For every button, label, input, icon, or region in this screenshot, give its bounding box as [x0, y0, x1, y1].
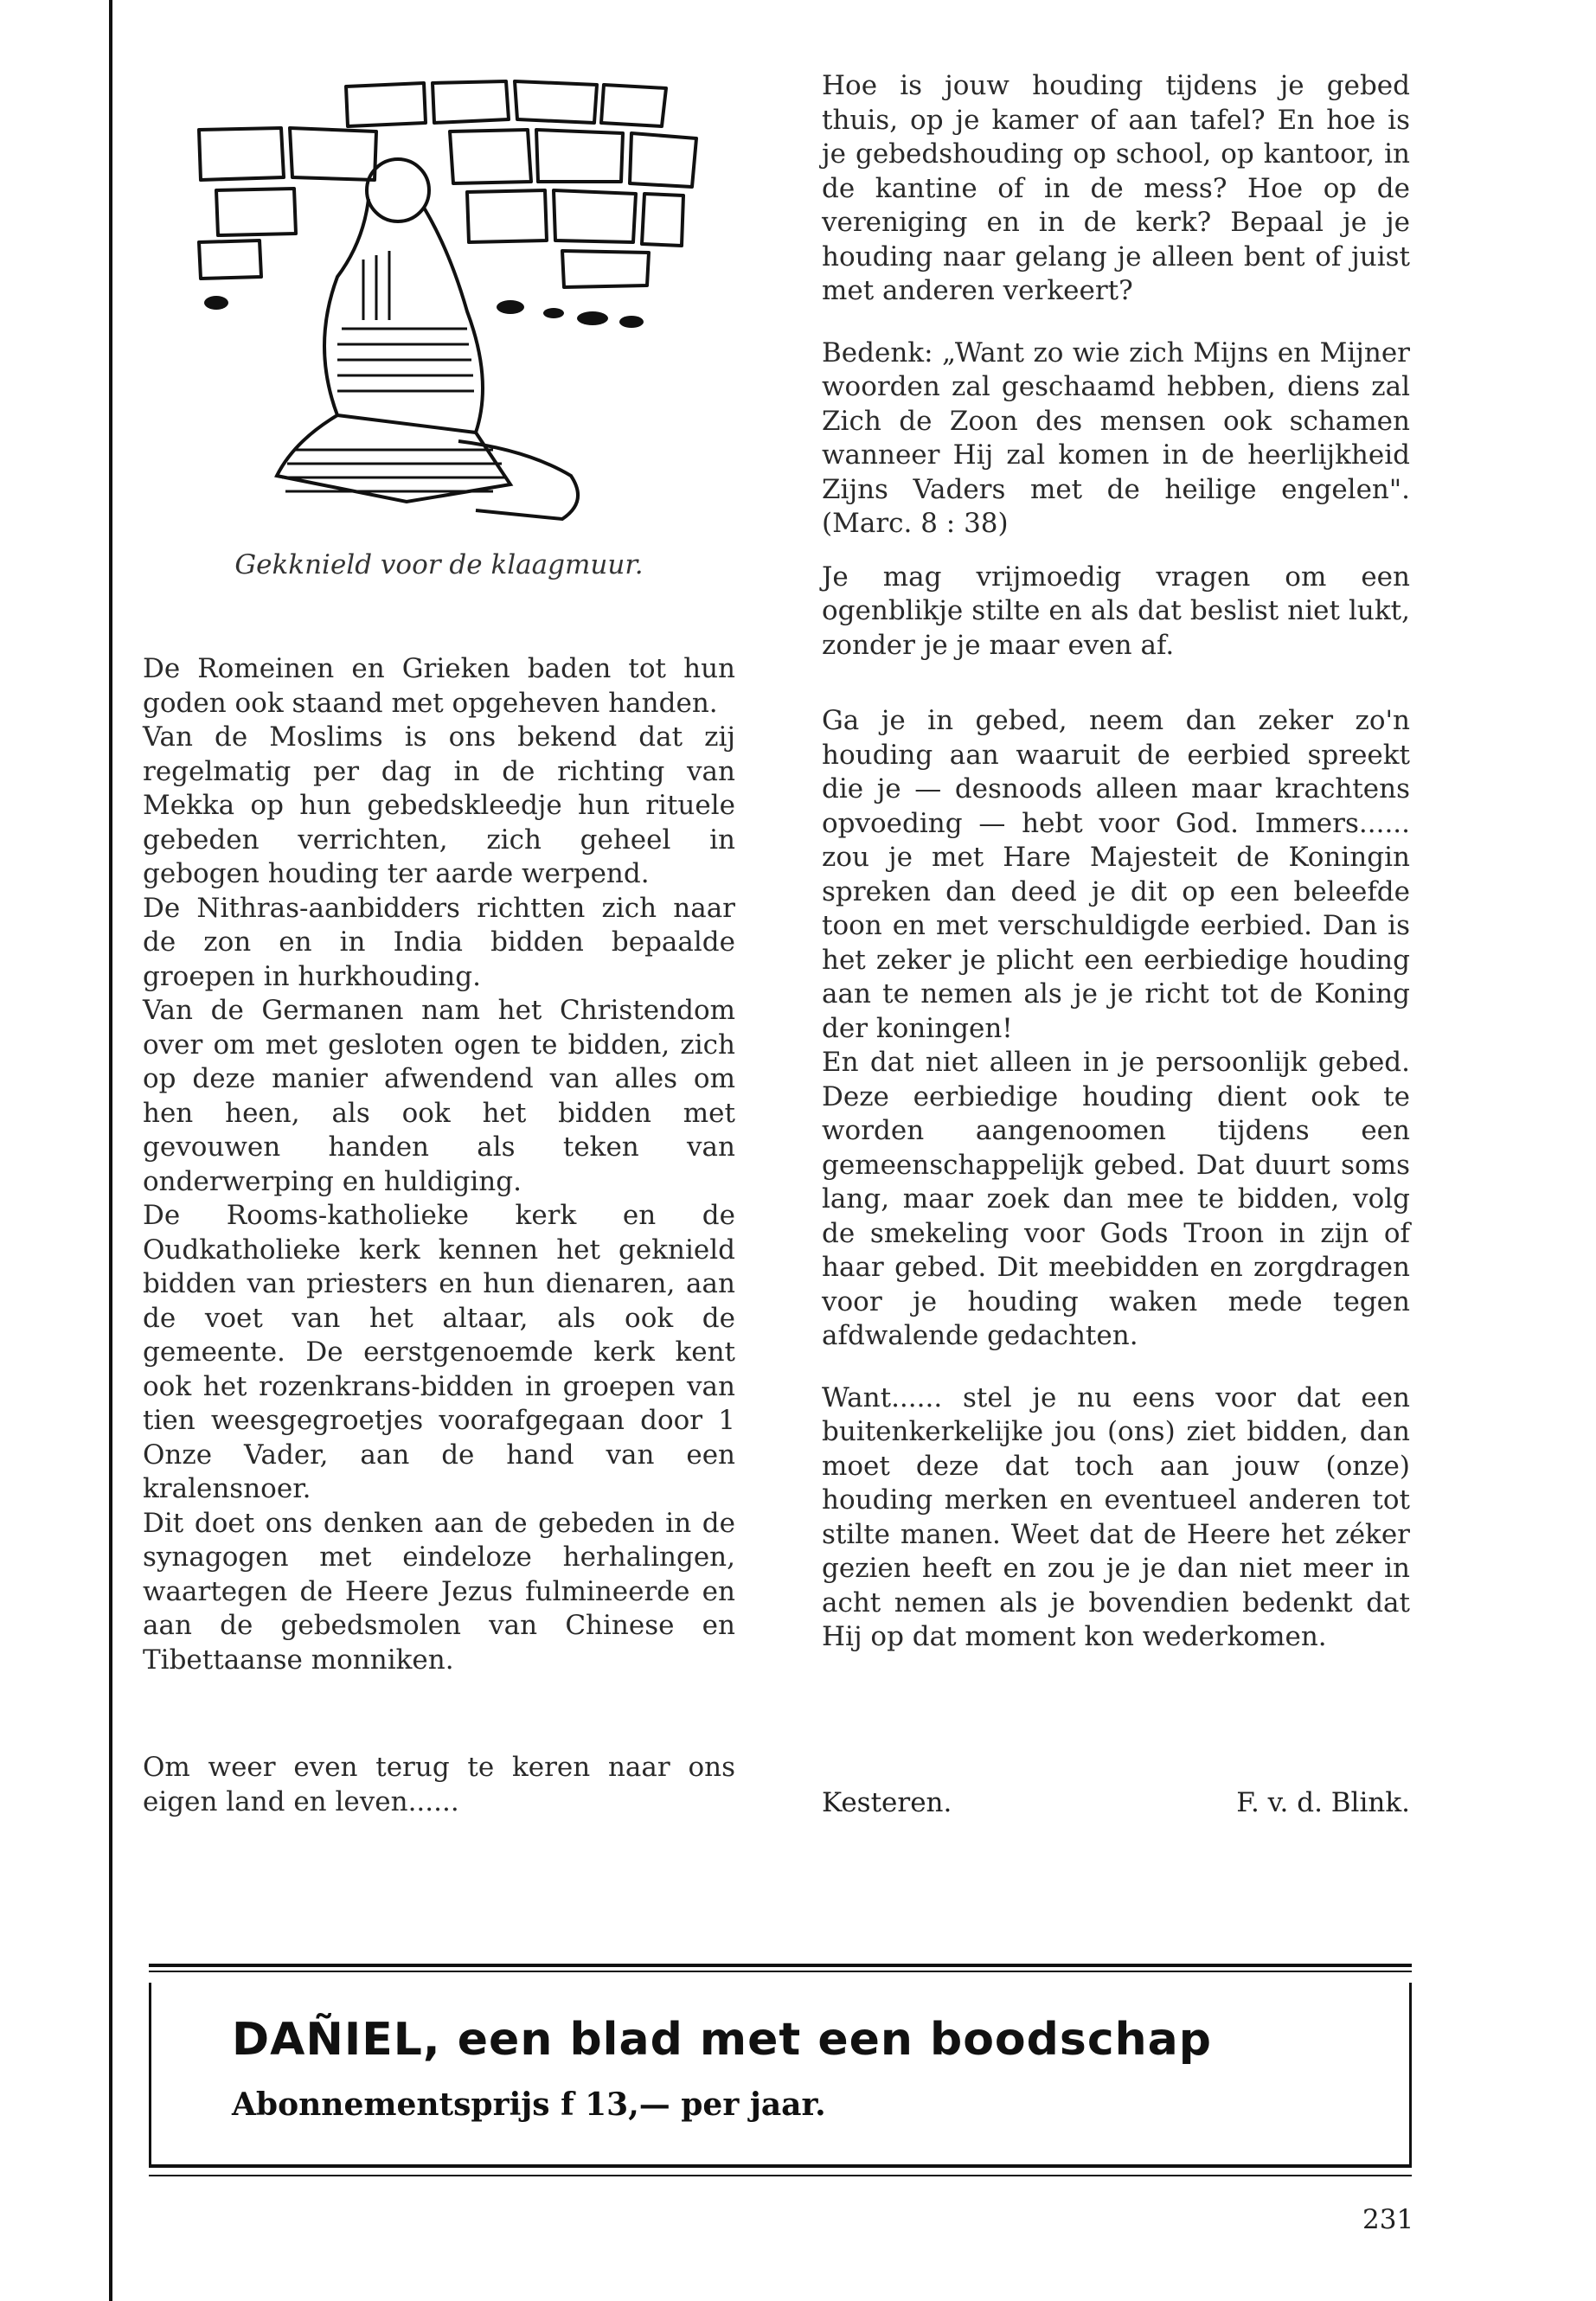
paragraph: En dat niet alleen in je persoonlijk gebed. Deze eerbiedige houding dient ook te worden aangenoomen tijdens een gemeenschappelijk gebed. Dat duurt soms lang, maar zoek dan mee te bidden, volg de smekeling voor Gods Troon in zijn of haar gebed. Dit meebidden en zorgdragen voor je houding waken mede tegen afdwalende gedachten.: [822, 1047, 1410, 1351]
illustration-caption: Gekknield voor de klaagmuur.: [234, 549, 644, 580]
paragraph: De Romeinen en Grieken baden tot hun goden ook staand met opgeheven handen.: [143, 653, 735, 719]
signature-author: F. v. d. Blink.: [1236, 1787, 1410, 1818]
paragraph: Ga je in gebed, neem dan zeker zo'n houding aan waaruit de eerbied spreekt die je — desnoods alleen maar krachtens opvoeding — hebt voor God. Immers...... zou je met Hare Majesteit de Koningin spreken dan deed je dit op een beleefde toon en met verschuldigde eerbied. Dan is het zeker je plicht een eerbiedige houding aan te nemen als je je richt tot de Koning der koningen!: [822, 705, 1410, 1044]
wailing-wall-illustration: [164, 69, 718, 536]
advert-box: [149, 1983, 1412, 2168]
paragraph: De Nithras-aanbidders richtten zich naar de zon en in India bidden bepaalde groepen in hurkhouding.: [143, 892, 735, 992]
advert-subtitle: Abonnementsprijs f 13,— per jaar.: [232, 2086, 826, 2123]
right-column: [822, 69, 1410, 1655]
advert-rule: [149, 2175, 1412, 2176]
paragraph: Van de Germanen nam het Christendom over om met gesloten ogen te bidden, zich op deze manier afwendend van alles om hen heen, als ook het bidden met gevouwen handen als teken van onderwerping en huldiging.: [143, 995, 735, 1197]
left-column: [143, 652, 735, 1677]
paragraph: Van de Moslims is ons bekend dat zij regelmatig per dag in de richting van Mekka op hun gebedskleedje hun rituele gebeden verrichten, zich geheel in gebogen houding ter aarde werpend.: [143, 721, 735, 889]
advert-rule: [149, 1964, 1412, 1967]
advert-rule: [149, 1971, 1412, 1972]
left-closing: [143, 1751, 735, 1819]
signature-place: Kesteren.: [822, 1787, 952, 1818]
paragraph: Om weer even terug te keren naar ons eigen land en leven......: [143, 1752, 735, 1817]
paragraph: Hoe is jouw houding tijdens je gebed thuis, op je kamer of aan tafel? En hoe is je gebedshouding op school, op kantoor, in de kantine of in de mess? Hoe op de vereniging en in de kerk? Bepaal je je houding naar gelang je alleen bent of juist met anderen verkeert?: [822, 70, 1410, 306]
page-number: 231: [1362, 2204, 1414, 2235]
paragraph: Bedenk: „Want zo wie zich Mijns en Mijner woorden zal geschaamd hebben, diens zal Zich de Zoon des mensen ook schamen wanneer Hij zal komen in de heerlijkheid Zijns Vaders met de heilige engelen". (Marc. 8 : 38): [822, 336, 1410, 539]
margin-rule: [109, 0, 112, 2301]
paragraph: De Rooms-katholieke kerk en de Oudkatholieke kerk kennen het geknield bidden van priesters en hun dienaren, aan de voet van het altaar, als ook de gemeente. De eerstgenoemde kerk kent ook het rozenkrans-bidden in groepen van tien weesgegroetjes voorafgegaan door 1 Onze Vader, aan de hand van een kralensnoer.: [143, 1200, 735, 1504]
paragraph: Je mag vrijmoedig vragen om een ogenblikje stilte en als dat beslist niet lukt, zonder je je maar even af.: [822, 561, 1410, 661]
paragraph: Want...... stel je nu eens voor dat een buitenkerkelijke jou (ons) ziet bidden, dan moet deze dat toch aan jouw (onze) houding merken en eventueel anderen tot stilte manen. Weet dat de Heere het zéker gezien heeft en zou je je dan niet meer in acht nemen als je bovendien bedenkt dat Hij op dat moment kon wederkomen.: [822, 1381, 1410, 1652]
advert-title: DAÑIEL, een blad met een boodschap: [232, 2014, 1212, 2066]
paragraph: Dit doet ons denken aan de gebeden in de synagogen met eindeloze herhalingen, waartegen de Heere Jezus fulmineerde en aan de gebedsmolen van Chinese en Tibettaanse monniken.: [143, 1507, 735, 1676]
